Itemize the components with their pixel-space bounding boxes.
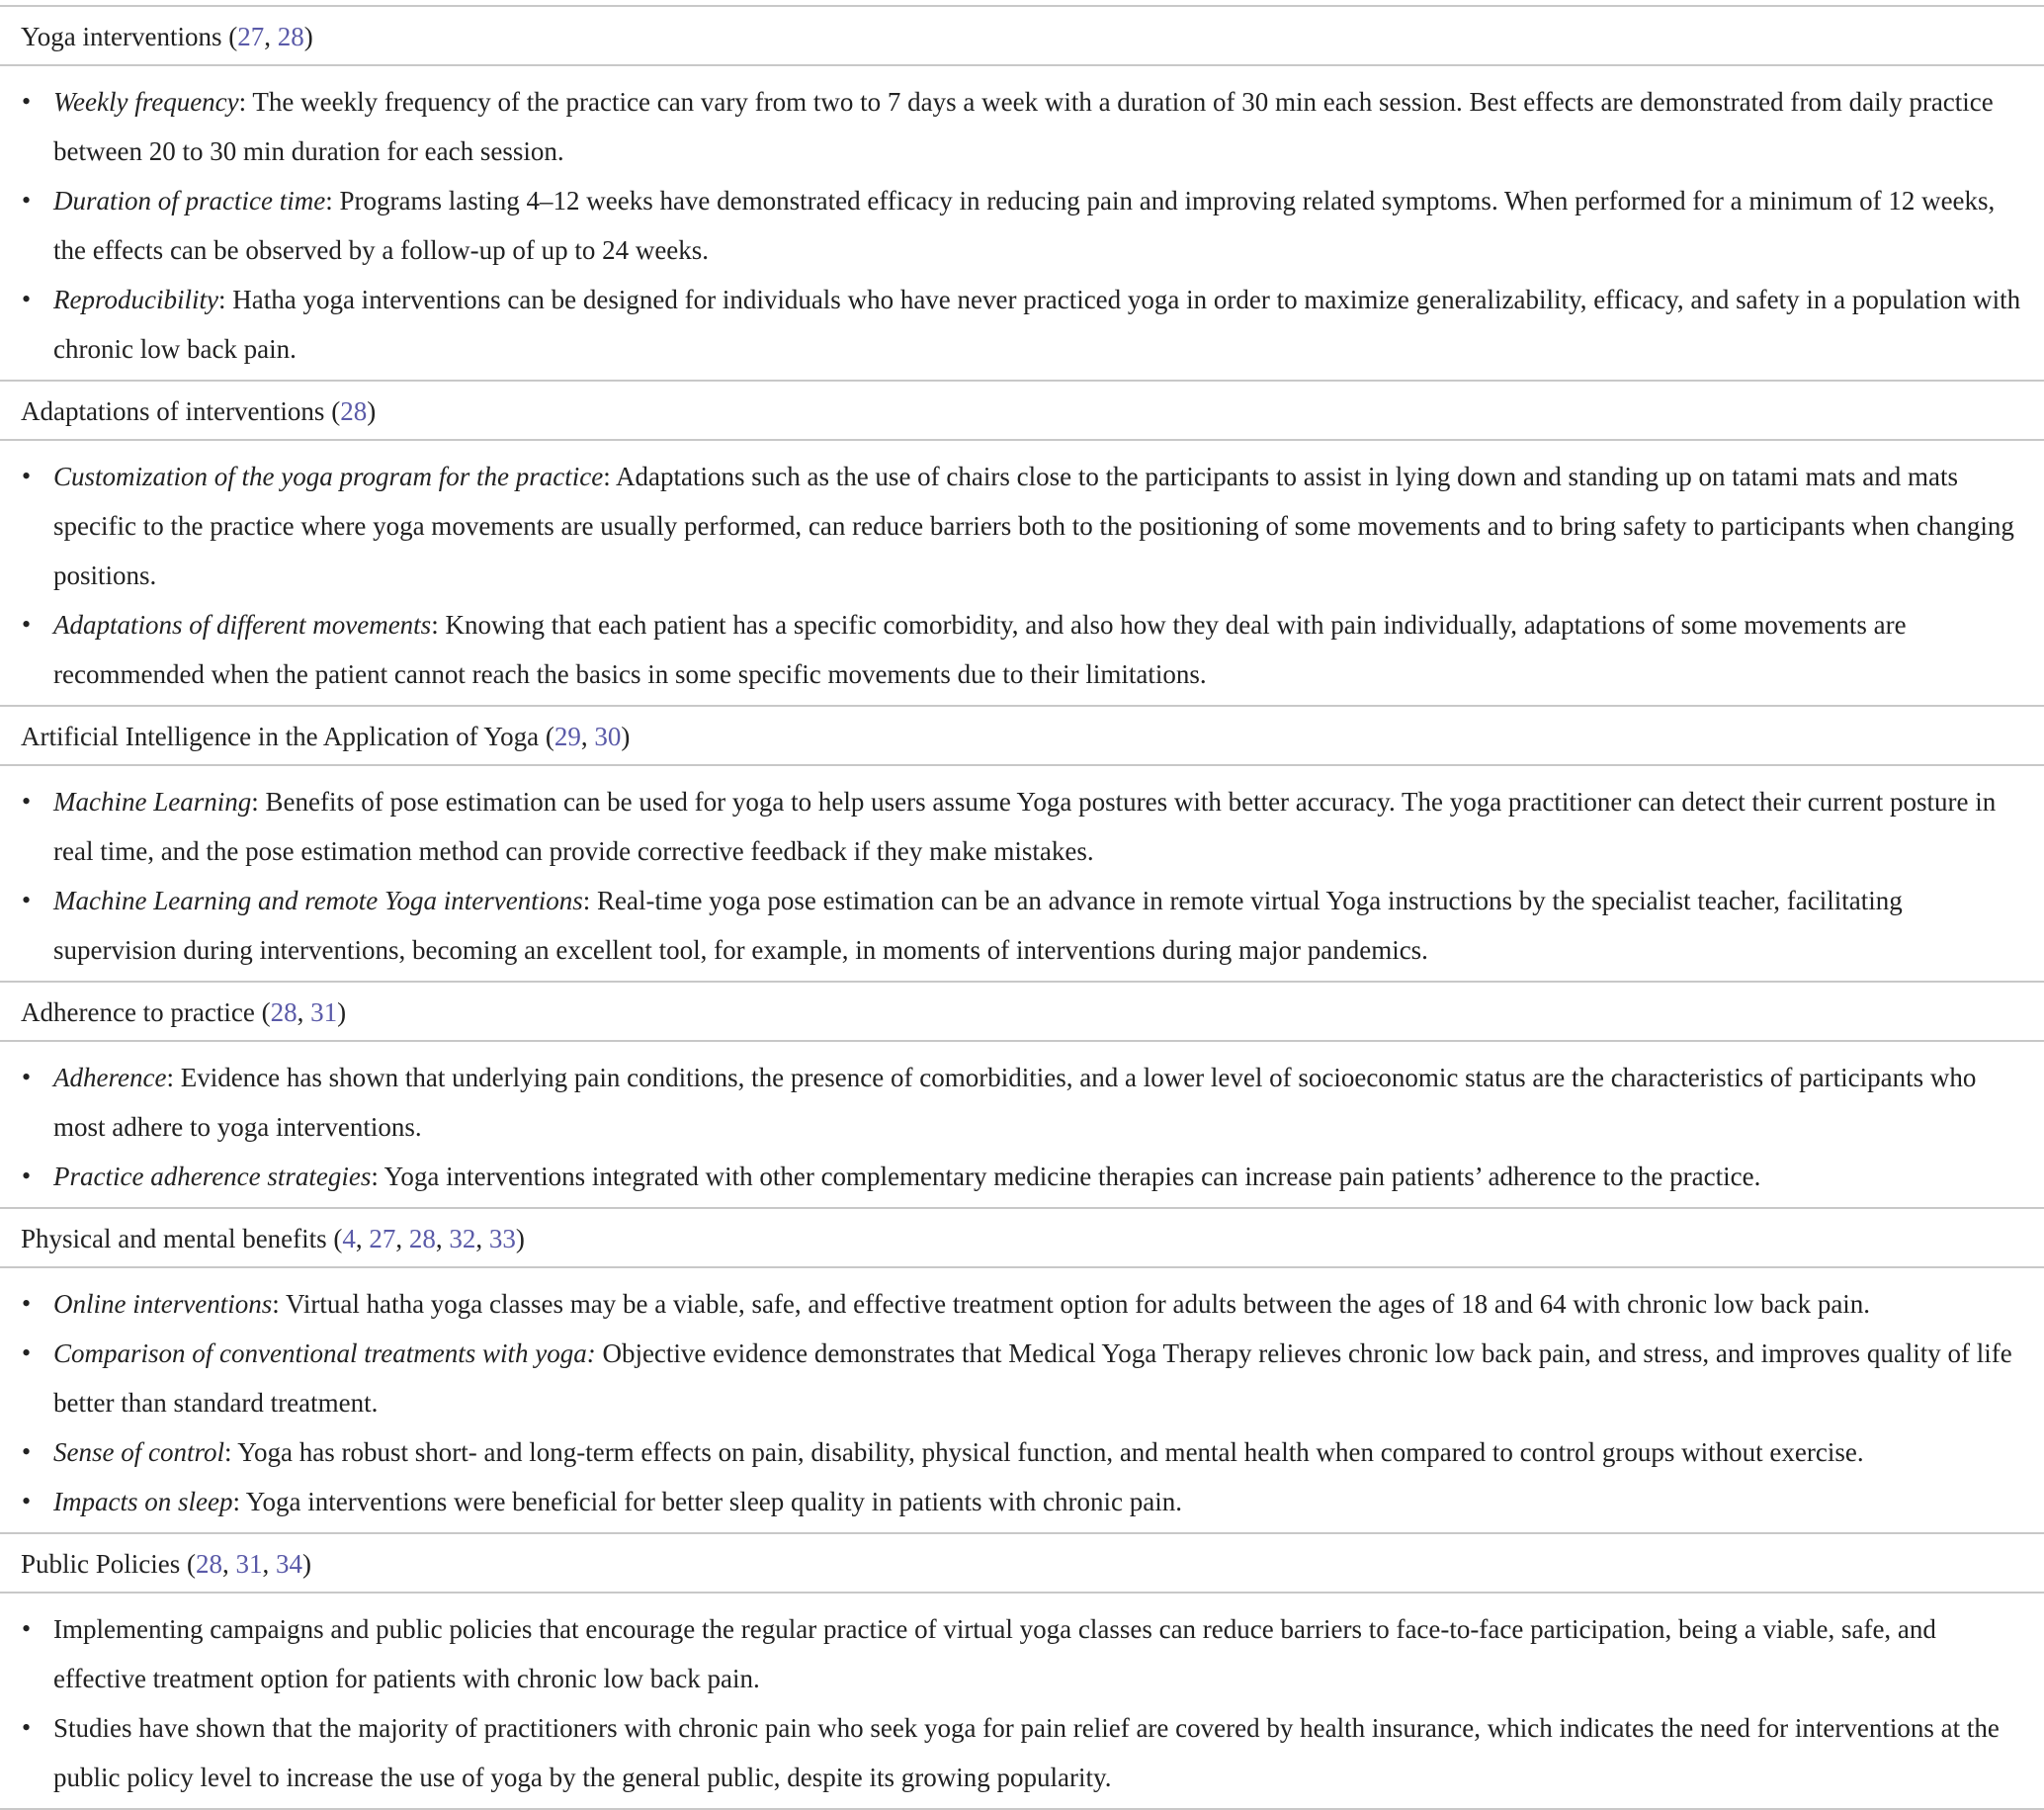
bullet-item [20,1477,2024,1526]
section-title: Adherence to practice [21,997,255,1027]
bullet-item [20,452,2024,600]
reference-link[interactable]: 28 [270,997,298,1027]
ref-close-paren: ) [337,997,347,1027]
bullet-item [20,275,2024,374]
bullet-item [20,176,2024,275]
ref-close-paren: ) [303,22,313,51]
section-header [0,1534,2044,1594]
item-text: The weekly frequency of the practice can vary from two to 7 days a week with a duration of 30 min each session. Best effects are demonstrated from daily practice between 20 to 30 min duration for each session. [53,87,1994,166]
item-term: Adherence [53,1063,167,1092]
bullet-item [20,1152,2024,1201]
bullet-item [20,1053,2024,1152]
bullet-item [20,876,2024,975]
bullet-item [20,1279,2024,1329]
bullet-item [20,77,2024,176]
item-text: Benefits of pose estimation can be used for yoga to help users assume Yoga postures with better accuracy. The yoga practitioner can detect their current posture in real time, and the pose estimation method can provide corrective feedback if they make mistakes. [53,787,1997,866]
bullet-item [20,1427,2024,1477]
item-term-separator: : [582,886,597,915]
item-text: Implementing campaigns and public policies that encourage the regular practice of virtual yoga classes can reduce barriers to face-to-face participation, being a viable, safe, and effective treatment option for patients with chronic low back pain. [53,1614,1936,1693]
item-term: Practice adherence strategies [53,1162,372,1191]
section-title: Adaptations of interventions [21,396,325,426]
section-body [0,766,2044,983]
ref-separator: , [222,1549,236,1579]
item-term: Sense of control [53,1437,224,1467]
item-term-separator: : [232,1487,246,1516]
section-body [0,1268,2044,1534]
item-term-separator: : [251,787,266,817]
reference-link[interactable]: 28 [277,22,304,51]
reference-link[interactable]: 31 [235,1549,263,1579]
ref-close-paren: ) [367,396,377,426]
item-term: Customization of the yoga program for the practice [53,462,604,491]
bullet-item [20,1703,2024,1802]
table-section [0,1534,2044,1810]
ref-separator: , [475,1224,489,1253]
reference-link[interactable]: 28 [196,1549,222,1579]
table-section [0,707,2044,983]
section-body [0,66,2044,382]
item-term: Reproducibility [53,285,218,314]
item-text: Programs lasting 4–12 weeks have demonstrated efficacy in reducing pain and improving related symptoms. When performed for a minimum of 12 weeks, the effects can be observed by a follow-up of up to 24 weeks. [53,186,1996,265]
item-text: Studies have shown that the majority of practitioners with chronic pain who seek yoga for pain relief are covered by health insurance, which indicates the need for interventions at the public policy level to increase the use of yoga by the general public, despite its growing popularity. [53,1713,2000,1792]
section-header [0,382,2044,441]
section-body [0,1594,2044,1810]
item-term: Machine Learning [53,787,252,817]
bullet-item [20,777,2024,876]
section-title: Artificial Intelligence in the Application of Yoga [21,722,540,751]
ref-separator: , [395,1224,409,1253]
section-header [0,7,2044,66]
item-term-separator: : [223,1437,238,1467]
section-title: Yoga interventions [21,22,222,51]
item-term-separator: : [166,1063,181,1092]
reference-link[interactable]: 29 [554,722,581,751]
ref-separator: , [580,722,595,751]
ref-separator: , [435,1224,450,1253]
section-title: Physical and mental benefits [21,1224,327,1253]
item-term: Online interventions [53,1289,273,1319]
item-text: Evidence has shown that underlying pain conditions, the presence of comorbidities, and a lower level of socioeconomic status are the characteristics of participants who most adhere to yoga interventions. [53,1063,1977,1142]
table-section [0,983,2044,1209]
ref-separator: , [264,22,278,51]
reference-link[interactable]: 27 [369,1224,396,1253]
recommendations-table [0,5,2044,1810]
reference-link[interactable]: 33 [488,1224,516,1253]
item-term-separator: : [371,1162,384,1191]
table-section [0,7,2044,382]
ref-open-paren: ( [324,396,341,426]
reference-link[interactable]: 34 [276,1549,302,1579]
item-term: Adaptations of different movements [53,610,432,640]
item-text: Objective evidence demonstrates that Medical Yoga Therapy relieves chronic low back pain, and stress, and improves quality of life better than standard treatment. [53,1338,2012,1418]
ref-separator: , [355,1224,370,1253]
section-body [0,441,2044,707]
item-text: Knowing that each patient has a specific comorbidity, and also how they deal with pain individually, adaptations of some movements are recommended when the patient cannot reach the basics in some specific movements due to their limitations. [53,610,1907,689]
bullet-item [20,600,2024,699]
item-term-separator: : [431,610,446,640]
item-term: Comparison of conventional treatments with yoga: [53,1338,596,1368]
ref-open-paren: ( [326,1224,343,1253]
item-term-separator: : [238,87,253,117]
item-text: Yoga interventions integrated with other complementary medicine therapies can increase pain patients’ adherence to the practice. [383,1162,1761,1191]
item-text: Yoga interventions were beneficial for better sleep quality in patients with chronic pain. [245,1487,1182,1516]
reference-link[interactable]: 28 [340,396,368,426]
ref-separator: , [262,1549,276,1579]
table-section [0,382,2044,707]
table-section [0,1209,2044,1534]
section-body [0,1042,2044,1209]
section-header [0,707,2044,766]
item-text: Real-time yoga pose estimation can be an advance in remote virtual Yoga instructions by the specialist teacher, facilitating supervision during interventions, becoming an excellent tool, for example, in moments of interventions during major pandemics. [53,886,1903,965]
ref-separator: , [297,997,311,1027]
item-term-separator: : [325,186,340,215]
section-header [0,983,2044,1042]
ref-open-paren: ( [254,997,271,1027]
item-text: Virtual hatha yoga classes may be a viable, safe, and effective treatment option for adults between the ages of 18 and 64 with chronic low back pain. [285,1289,1871,1319]
reference-link[interactable]: 4 [342,1224,356,1253]
section-header [0,1209,2044,1268]
item-term-separator: : [217,285,233,314]
item-text: Yoga has robust short- and long-term effects on pain, disability, physical function, and mental health when compared to control groups without exercise. [237,1437,1864,1467]
reference-link[interactable]: 28 [408,1224,436,1253]
item-text: Hatha yoga interventions can be designed for individuals who have never practiced yoga in order to maximize generalizability, efficacy, and safety in a population with chronic low back pain. [53,285,2021,364]
item-term: Duration of practice time [53,186,326,215]
reference-link[interactable]: 30 [594,722,622,751]
ref-open-paren: ( [180,1549,196,1579]
ref-close-paren: ) [621,722,631,751]
ref-close-paren: ) [515,1224,525,1253]
section-title: Public Policies [21,1549,181,1579]
item-term: Machine Learning and remote Yoga interventions [53,886,583,915]
reference-link[interactable]: 27 [237,22,265,51]
bullet-item [20,1604,2024,1703]
item-term-separator: : [272,1289,286,1319]
ref-open-paren: ( [221,22,238,51]
reference-link[interactable]: 31 [310,997,338,1027]
item-term: Weekly frequency [53,87,239,117]
item-term: Impacts on sleep [53,1487,233,1516]
item-text: Adaptations such as the use of chairs close to the participants to assist in lying down and standing up on tatami mats and mats specific to the practice where yoga movements are usually performed, can reduce barriers both to the positioning of some movements and to bring safety to participants when changing positions. [53,462,2014,590]
ref-open-paren: ( [539,722,554,751]
item-term-separator: : [603,462,616,491]
ref-close-paren: ) [302,1549,311,1579]
bullet-item [20,1329,2024,1427]
reference-link[interactable]: 32 [449,1224,476,1253]
